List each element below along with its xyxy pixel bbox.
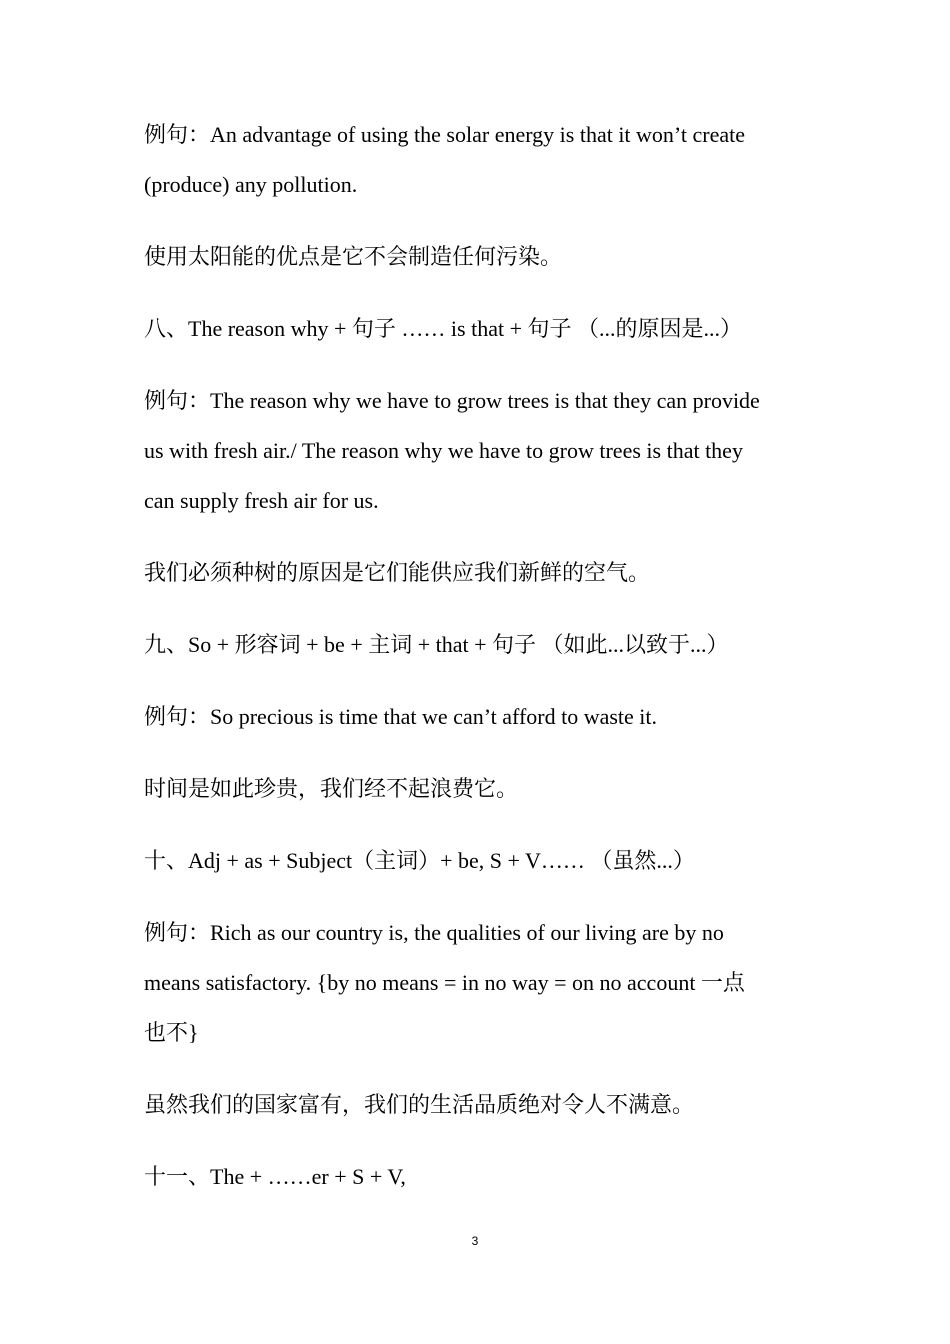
translation-7: 使用太阳能的优点是它不会制造任何污染。 [144,244,563,269]
example-sentence-8-cont-2: can supply fresh air for us. [144,488,379,513]
page-number: 3 [471,1234,479,1248]
example-sentence-10-cont-2: 也不} [144,1020,199,1045]
section-heading-11: 十一、The + ……er + S + V, [144,1164,406,1189]
example-sentence-10: 例句：Rich as our country is, the qualities of our living are by no [144,920,724,945]
translation-9: 时间是如此珍贵，我们经不起浪费它。 [144,776,519,801]
example-sentence-10-cont-1: means satisfactory. {by no means = in no way = on no account 一点 [144,970,745,995]
section-heading-9: 九、So + 形容词 + be + 主词 + that + 句子 （如此...以致于...） [144,632,729,657]
example-sentence-7-cont: (produce) any pollution. [144,172,358,197]
section-heading-8: 八、The reason why + 句子 …… is that + 句子 （...的原因是...） [144,316,742,341]
example-sentence-7: 例句：An advantage of using the solar energy is that it won’t create [144,122,745,147]
translation-8: 我们必须种树的原因是它们能供应我们新鲜的空气。 [144,560,651,585]
example-sentence-9: 例句：So precious is time that we can’t afford to waste it. [144,704,658,729]
section-heading-10: 十、Adj + as + Subject（主词）+ be, S + V…… （虽然...） [144,848,695,873]
example-sentence-8: 例句：The reason why we have to grow trees is that they can provide [144,388,760,413]
translation-10: 虽然我们的国家富有，我们的生活品质绝对令人不满意。 [144,1092,695,1117]
example-sentence-8-cont-1: us with fresh air./ The reason why we have to grow trees is that they [144,438,743,463]
